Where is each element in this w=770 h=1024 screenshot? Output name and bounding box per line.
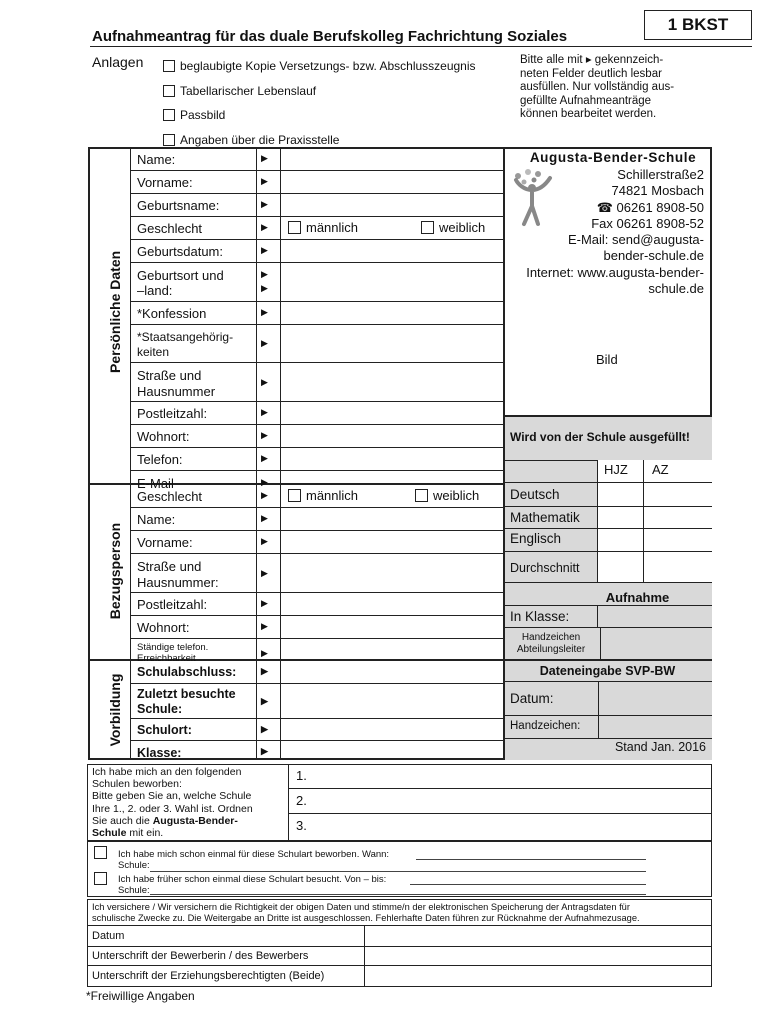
choice-1[interactable]	[288, 764, 712, 789]
schulort-input[interactable]	[281, 719, 503, 739]
internet-line: Internet: www.augusta-bender-	[526, 264, 704, 280]
col-az: AZ	[652, 462, 669, 477]
datum-signature-label: Datum	[92, 930, 125, 942]
klasse-input[interactable]	[281, 741, 503, 761]
bezug-vorname-input[interactable]	[281, 531, 503, 552]
phone-line: ☎ 06261 8908-50	[596, 199, 704, 215]
field-label: Straße und	[137, 368, 202, 383]
field-label: Geburtsname:	[137, 198, 220, 213]
instruction-line: Ihre 1., 2. oder 3. Wahl ist. Ordnen	[92, 802, 253, 815]
handzeichen-label: Handzeichen:	[510, 720, 581, 732]
anlage-item[interactable]	[163, 54, 476, 79]
class-badge: 1 BKST	[644, 10, 752, 40]
choice-number: 2.	[296, 793, 307, 808]
previously-attended-school: Schule:	[118, 885, 150, 896]
instruction-line: Bitte geben Sie an, welche Schule	[92, 790, 252, 803]
arrow-icon: ▶	[261, 648, 268, 658]
arrow-icon: ▶	[261, 377, 268, 387]
arrow-icon: ▶	[261, 513, 268, 523]
field-label: Ständige telefon.	[137, 642, 209, 653]
field-label: Erreichbarkeit	[137, 653, 196, 664]
address-line: 74821 Mosbach	[611, 183, 704, 199]
gender-male-option[interactable]	[288, 488, 358, 503]
checkbox[interactable]	[163, 85, 175, 97]
personal-rows	[131, 148, 504, 493]
arrow-icon: ▶	[261, 536, 268, 546]
option-label: weiblich	[433, 488, 480, 503]
row-bezug-vorname	[131, 531, 504, 554]
col-hjz: HJZ	[604, 462, 628, 477]
instructions-note	[520, 54, 674, 122]
hz-line: Handzeichen	[521, 632, 581, 643]
arrow-icon: ▶	[261, 283, 268, 293]
checkbox[interactable]	[163, 60, 175, 72]
field-label: Geburtsort und	[137, 268, 224, 283]
anlage-label: Passbild	[180, 108, 226, 122]
wann-input[interactable]	[416, 859, 646, 860]
instruction-line: mit ein.	[126, 827, 164, 840]
plz-input[interactable]	[281, 402, 503, 423]
bezug-wohnort-input[interactable]	[281, 616, 503, 637]
option-label: männlich	[306, 220, 359, 235]
photo-placeholder[interactable]: Bild	[596, 352, 618, 367]
checkbox[interactable]	[288, 221, 301, 234]
subject-englisch: Englisch	[510, 531, 562, 546]
bezug-name-input[interactable]	[281, 508, 503, 529]
geburtsname-input[interactable]	[281, 194, 503, 215]
handzeichen-abteilungsleiter	[505, 632, 597, 656]
telefon-input[interactable]	[281, 448, 503, 469]
arrow-icon: ▶	[261, 621, 268, 631]
subject-deutsch: Deutsch	[510, 487, 560, 502]
section-vorbildung: Vorbildung	[107, 673, 123, 747]
strasse-input[interactable]	[281, 363, 503, 400]
guardian-signature-label: Unterschrift der Erziehungsberechtigten (Beide)	[92, 970, 325, 982]
checkbox-previously-attended[interactable]	[94, 872, 107, 885]
zuletzt-input[interactable]	[281, 684, 503, 717]
subject-mathematik: Mathematik	[510, 510, 580, 525]
instruction-line: Sie auch die	[92, 814, 150, 827]
schule-input[interactable]	[150, 871, 646, 872]
schulabschluss-input[interactable]	[281, 661, 503, 682]
gender-female-option[interactable]	[415, 488, 479, 503]
field-label: Telefon:	[137, 452, 183, 467]
checkbox[interactable]	[288, 489, 301, 502]
note-line: ausfüllen. Nur vollständig aus-	[520, 81, 675, 93]
row-bezug-geschlecht	[131, 485, 504, 508]
anlage-label: beglaubigte Kopie Versetzungs- bzw. Abschlusszeugnis	[180, 59, 476, 73]
row-geburtsort	[131, 263, 504, 302]
checkbox[interactable]	[421, 221, 434, 234]
row-bezug-wohnort	[131, 616, 504, 639]
durchschnitt-label: Durchschnitt	[510, 561, 580, 575]
field-label: Postleitzahl:	[137, 406, 208, 421]
row-bezug-plz	[131, 593, 504, 616]
row-vorname	[131, 171, 504, 194]
field-label: Postleitzahl:	[137, 597, 208, 612]
row-konfession	[131, 302, 504, 325]
row-strasse	[131, 363, 504, 402]
checkbox[interactable]	[163, 109, 175, 121]
row-telefon	[131, 448, 504, 471]
gender-female-option[interactable]	[421, 220, 485, 235]
field-label: Geschlecht	[137, 489, 203, 504]
field-label: Klasse:	[137, 746, 182, 760]
email-line: E-Mail: send@augusta-	[567, 232, 704, 248]
internet-line: schule.de	[648, 281, 704, 297]
arrow-icon: ▶	[261, 245, 268, 255]
arrow-icon: ▶	[261, 153, 268, 163]
schule-input[interactable]	[150, 894, 646, 895]
arrow-icon: ▶	[261, 568, 268, 578]
hz-line: Abteilungsleiter	[516, 644, 586, 655]
field-label: Vorname:	[137, 175, 193, 190]
anlage-item[interactable]	[163, 79, 476, 104]
field-label: keiten	[137, 345, 170, 359]
note-line: können bearbeitet werden.	[520, 108, 657, 120]
instruction-bold: Schule	[92, 827, 127, 840]
arrow-icon: ▶	[261, 598, 268, 608]
field-label: Geburtsdatum:	[137, 244, 223, 259]
row-bezug-name	[131, 508, 504, 531]
row-wohnort	[131, 425, 504, 448]
field-label: Straße und	[137, 559, 202, 574]
arrow-icon: ▶	[261, 222, 268, 232]
row-geburtsdatum	[131, 240, 504, 263]
arrow-icon: ▶	[261, 307, 268, 317]
grades-grid	[597, 460, 712, 582]
von-bis-input[interactable]	[410, 884, 646, 885]
field-label: Schule:	[137, 702, 183, 716]
instruction-line: Schulen beworben:	[92, 778, 182, 791]
arrow-icon: ▶	[261, 199, 268, 209]
arrow-icon: ▶	[261, 176, 268, 186]
datum-input[interactable]	[366, 926, 711, 945]
field-label: –land:	[137, 283, 173, 298]
checkbox[interactable]	[163, 134, 175, 146]
note-line: gefüllte Aufnahmeanträge	[520, 94, 652, 107]
name-input[interactable]	[281, 148, 503, 169]
bezug-rows	[131, 485, 504, 665]
note-line: neten Felder deutlich lesbar	[520, 67, 662, 80]
checkbox[interactable]	[415, 489, 428, 502]
field-label: Schulabschluss:	[137, 665, 237, 679]
field-label: Wohnort:	[137, 620, 190, 635]
datum-label: Datum:	[510, 691, 554, 706]
wohnort-input[interactable]	[281, 425, 503, 446]
arrow-icon: ▶	[261, 490, 268, 500]
arrow-icon: ▶	[261, 407, 268, 417]
aufnahme-label: Aufnahme	[605, 590, 670, 605]
svp-label: Dateneingabe SVP-BW	[539, 664, 676, 678]
checkbox-previously-applied[interactable]	[94, 846, 107, 859]
row-staatsangehoerigkeit	[131, 325, 504, 363]
school-address	[508, 167, 704, 297]
applicant-signature-input[interactable]	[366, 947, 711, 964]
application-instructions	[92, 766, 286, 839]
choice-2[interactable]	[288, 789, 712, 814]
anlage-item[interactable]	[163, 103, 476, 128]
arrow-icon: ▶	[261, 430, 268, 440]
konfession-input[interactable]	[281, 302, 503, 323]
geburtsort-input[interactable]	[281, 263, 503, 300]
arrow-icon: ▶	[261, 724, 268, 734]
field-label: *Staatsangehörig-	[137, 330, 234, 344]
vorname-input[interactable]	[281, 171, 503, 192]
email-line: bender-schule.de	[603, 248, 704, 264]
gender-male-option[interactable]	[288, 220, 358, 235]
applicant-signature-label: Unterschrift der Bewerberin / des Bewerbers	[92, 950, 309, 962]
anlage-label: Angaben über die Praxisstelle	[180, 132, 340, 147]
row-schulabschluss	[131, 661, 504, 684]
declaration-text	[92, 902, 640, 924]
row-geburtsname	[131, 194, 504, 217]
choice-number: 1.	[296, 768, 307, 783]
school-name: Augusta-Bender-Schule	[529, 150, 697, 165]
option-label: männlich	[306, 488, 359, 503]
instruction-line: Ich habe mich an den folgenden	[92, 766, 242, 778]
arrow-icon: ▶	[261, 269, 268, 279]
arrow-icon: ▶	[261, 453, 268, 463]
anlage-label: Tabellarischer Lebenslauf	[180, 83, 317, 98]
arrow-icon: ▶	[261, 338, 268, 348]
field-label: Geschlecht	[137, 221, 203, 236]
bezug-strasse-input[interactable]	[281, 554, 503, 591]
row-name	[131, 148, 504, 171]
arrow-icon: ▶	[261, 696, 268, 706]
row-klasse	[131, 741, 504, 762]
stand-label: Stand Jan. 2016	[614, 740, 706, 754]
arrow-icon: ▶	[261, 746, 268, 756]
note-line: Bitte alle mit ▸ gekennzeich-	[520, 54, 664, 66]
instruction-bold: Augusta-Bender-	[152, 814, 238, 827]
staatsangehoerigkeit-input[interactable]	[281, 325, 503, 361]
field-label: Zuletzt besuchte	[137, 687, 236, 701]
row-schulort	[131, 719, 504, 741]
section-personal: Persönliche Daten	[107, 250, 123, 373]
previously-applied-school: Schule:	[118, 860, 150, 871]
field-label: Schulort:	[137, 723, 192, 737]
anlagen-list	[163, 54, 476, 152]
anlagen-label: Anlagen	[92, 54, 144, 70]
in-klasse-label: In Klasse:	[510, 609, 570, 624]
choice-number: 3.	[296, 818, 307, 833]
fax-line: Fax 06261 8908-52	[591, 215, 704, 231]
field-label: Hausnummer:	[137, 575, 219, 590]
choice-3[interactable]	[288, 814, 712, 840]
field-label: *Konfession	[137, 306, 207, 321]
declaration-line: schulische Zwecke zu. Die Weitergabe an Dritte ist ausgeschlossen. Fehlerhafte Daten führen zur Rücknahme der Aufnahmezusage.	[92, 913, 640, 923]
field-label: Hausnummer	[137, 384, 216, 399]
option-label: weiblich	[439, 220, 486, 235]
field-label: E-Mail	[137, 476, 174, 491]
field-label: Name:	[137, 152, 176, 167]
row-zuletzt	[131, 684, 504, 719]
office-header: Wird von der Schule ausgefüllt!	[510, 430, 690, 444]
declaration-line: Ich versichere / Wir versichern die Richtigkeit der obigen Daten und stimme/n der elektronischen Speicherung der Antragsdaten für	[92, 902, 630, 912]
address-line: Schillerstraße2	[617, 167, 704, 182]
field-label: Name:	[137, 512, 176, 527]
row-plz	[131, 402, 504, 425]
guardian-signature-input[interactable]	[366, 966, 711, 986]
arrow-icon: ▶	[261, 477, 268, 487]
bezug-plz-input[interactable]	[281, 593, 503, 614]
previously-attended-text: Ich habe früher schon einmal diese Schulart besucht. Von – bis:	[118, 874, 387, 885]
field-label: Wohnort:	[137, 429, 190, 444]
footnote: *Freiwillige Angaben	[86, 989, 195, 1003]
row-geschlecht	[131, 217, 504, 240]
previously-applied-text: Ich habe mich schon einmal für diese Schulart beworben. Wann:	[118, 849, 390, 860]
geburtsdatum-input[interactable]	[281, 240, 503, 261]
field-label: Vorname:	[137, 535, 193, 550]
section-bezug: Bezugsperson	[107, 522, 123, 620]
vorbildung-rows	[131, 661, 504, 762]
row-bezug-strasse	[131, 554, 504, 593]
arrow-icon: ▶	[261, 666, 268, 676]
form-title: Aufnahmeantrag für das duale Berufskolleg Fachrichtung Soziales	[92, 28, 568, 45]
